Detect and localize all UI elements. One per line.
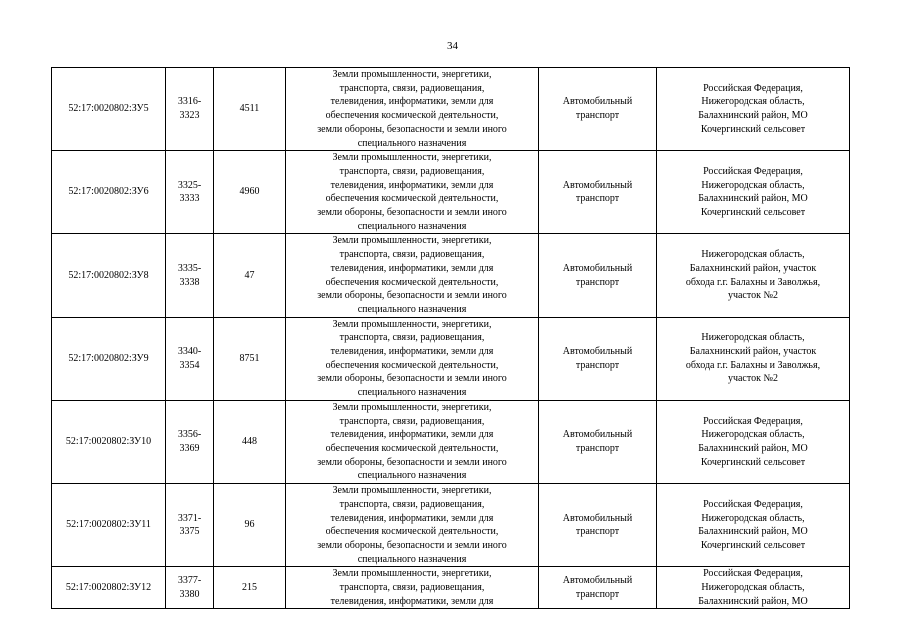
points-range: 3371- 3375 bbox=[177, 512, 202, 538]
page-number: 34 bbox=[447, 40, 458, 52]
cadastral-number-cell bbox=[52, 234, 166, 317]
land-category: Земли промышленности, энергетики, транспорта, связи, радиовещания, телевидения, информатики, земли для обеспечения космической деятельности, земли обороны, безопасности и земли иного специального назначения bbox=[317, 69, 507, 149]
permitted-use-cell bbox=[539, 68, 657, 151]
land-category-cell bbox=[286, 234, 539, 317]
permitted-use-cell bbox=[539, 484, 657, 567]
permitted-use-cell bbox=[539, 400, 657, 483]
points-range-cell bbox=[166, 151, 214, 234]
permitted-use: Автомобильный транспорт bbox=[562, 575, 633, 600]
area-value: 47 bbox=[244, 269, 255, 281]
area-cell bbox=[214, 400, 286, 483]
location-address: Нижегородская область, Балахнинский район, участок обхода г.г. Балахны и Заволжья, участок №2 bbox=[685, 249, 821, 302]
location-address: Российская Федерация, Нижегородская область, Балахнинский район, МО bbox=[698, 568, 808, 607]
land-category: Земли промышленности, энергетики, транспорта, связи, радиовещания, телевидения, информатики, земли для обеспечения космической деятельности, земли обороны, безопасности и земли иного специального назначения bbox=[317, 485, 507, 565]
cadastral-number-cell bbox=[52, 400, 166, 483]
points-range: 3335- 3338 bbox=[177, 262, 202, 288]
land-category-cell bbox=[286, 484, 539, 567]
area-cell bbox=[214, 234, 286, 317]
location-cell bbox=[657, 400, 850, 483]
location-cell bbox=[657, 484, 850, 567]
table-body bbox=[52, 68, 850, 609]
location-address: Российская Федерация, Нижегородская область, Балахнинский район, МО Кочергинский сельсовет bbox=[698, 498, 808, 551]
points-range: 3356- 3369 bbox=[177, 429, 202, 454]
table-row bbox=[52, 68, 850, 151]
location-cell bbox=[657, 567, 850, 609]
area-cell bbox=[214, 68, 286, 151]
location-cell bbox=[657, 151, 850, 234]
land-plots-table bbox=[51, 67, 850, 609]
area-cell bbox=[214, 567, 286, 609]
points-range: 3377- 3380 bbox=[177, 575, 202, 600]
permitted-use: Автомобильный транспорт bbox=[562, 429, 633, 454]
land-category: Земли промышленности, энергетики, транспорта, связи, радиовещания, телевидения, информатики, земли для bbox=[330, 568, 494, 607]
permitted-use-cell bbox=[539, 317, 657, 400]
cadastral-number: 52:17:0020802:ЗУ11 bbox=[66, 519, 151, 531]
area-value: 96 bbox=[244, 519, 255, 531]
permitted-use: Автомобильный транспорт bbox=[562, 262, 633, 288]
location-cell bbox=[657, 317, 850, 400]
table-row bbox=[52, 484, 850, 567]
points-range-cell bbox=[166, 484, 214, 567]
cadastral-number: 52:17:0020802:ЗУ10 bbox=[65, 436, 152, 448]
points-range: 3340- 3354 bbox=[177, 346, 202, 371]
table-row bbox=[52, 317, 850, 400]
area-cell bbox=[214, 151, 286, 234]
cadastral-number-cell bbox=[52, 151, 166, 234]
location-cell bbox=[657, 68, 850, 151]
table-row bbox=[52, 400, 850, 483]
permitted-use-cell bbox=[539, 567, 657, 609]
area-value: 8751 bbox=[239, 352, 260, 364]
land-category-cell bbox=[286, 151, 539, 234]
cadastral-number: 52:17:0020802:ЗУ6 bbox=[68, 186, 149, 198]
permitted-use-cell bbox=[539, 234, 657, 317]
points-range-cell bbox=[166, 567, 214, 609]
land-category-cell bbox=[286, 400, 539, 483]
table-row bbox=[52, 567, 850, 609]
cadastral-number: 52:17:0020802:ЗУ5 bbox=[68, 103, 149, 115]
points-range: 3325- 3333 bbox=[177, 179, 202, 205]
cadastral-number-cell bbox=[52, 484, 166, 567]
area-value: 4960 bbox=[239, 186, 260, 198]
location-address: Нижегородская область, Балахнинский район, участок обхода г.г. Балахны и Заволжья, участок №2 bbox=[685, 332, 821, 385]
location-address: Российская Федерация, Нижегородская область, Балахнинский район, МО Кочергинский сельсовет bbox=[698, 415, 808, 468]
area-cell bbox=[214, 484, 286, 567]
points-range-cell bbox=[166, 234, 214, 317]
points-range-cell bbox=[166, 400, 214, 483]
cadastral-number: 52:17:0020802:ЗУ8 bbox=[68, 269, 149, 281]
permitted-use: Автомобильный транспорт bbox=[562, 512, 633, 538]
land-category: Земли промышленности, энергетики, транспорта, связи, радиовещания, телевидения, информатики, земли для обеспечения космической деятельности, земли обороны, безопасности и земли иного специального назначения bbox=[317, 235, 507, 315]
permitted-use: Автомобильный транспорт bbox=[562, 346, 633, 371]
land-category-cell bbox=[286, 317, 539, 400]
area-value: 4511 bbox=[239, 103, 260, 115]
area-value: 215 bbox=[242, 582, 257, 594]
land-category-cell bbox=[286, 68, 539, 151]
table-row bbox=[52, 234, 850, 317]
points-range-cell bbox=[166, 317, 214, 400]
land-category: Земли промышленности, энергетики, транспорта, связи, радиовещания, телевидения, информатики, земли для обеспечения космической деятельности, земли обороны, безопасности и земли иного специального назначения bbox=[317, 318, 507, 399]
cadastral-number: 52:17:0020802:ЗУ12 bbox=[65, 582, 152, 594]
cadastral-number-cell bbox=[52, 317, 166, 400]
permitted-use-cell bbox=[539, 151, 657, 234]
location-address: Российская Федерация, Нижегородская область, Балахнинский район, МО Кочергинский сельсовет bbox=[698, 165, 808, 219]
land-category-cell bbox=[286, 567, 539, 609]
cadastral-number-cell bbox=[52, 567, 166, 609]
area-cell bbox=[214, 317, 286, 400]
area-value: 448 bbox=[242, 436, 257, 448]
location-cell bbox=[657, 234, 850, 317]
table-row bbox=[52, 151, 850, 234]
cadastral-number: 52:17:0020802:ЗУ9 bbox=[68, 352, 149, 364]
land-category: Земли промышленности, энергетики, транспорта, связи, радиовещания, телевидения, информатики, земли для обеспечения космической деятельности, земли обороны, безопасности и земли иного специального назначения bbox=[317, 152, 507, 232]
permitted-use: Автомобильный транспорт bbox=[562, 96, 633, 122]
points-range: 3316- 3323 bbox=[177, 96, 202, 122]
land-category: Земли промышленности, энергетики, транспорта, связи, радиовещания, телевидения, информатики, земли для обеспечения космической деятельности, земли обороны, безопасности и земли иного специального назначения bbox=[317, 401, 507, 482]
points-range-cell bbox=[166, 68, 214, 151]
cadastral-number-cell bbox=[52, 68, 166, 151]
permitted-use: Автомобильный транспорт bbox=[562, 179, 633, 205]
location-address: Российская Федерация, Нижегородская область, Балахнинский район, МО Кочергинский сельсовет bbox=[698, 82, 808, 135]
